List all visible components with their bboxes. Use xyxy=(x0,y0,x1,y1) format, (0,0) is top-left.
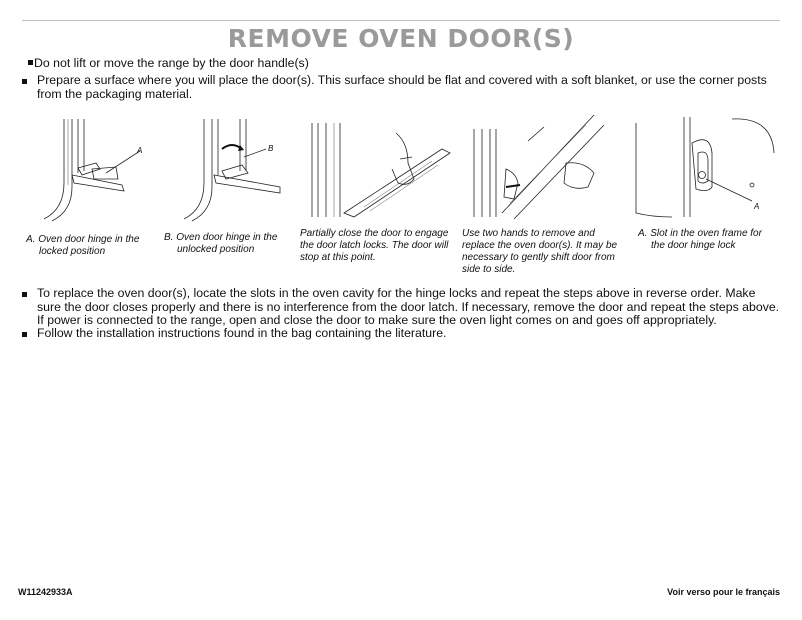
caption-line: locked position xyxy=(39,246,106,257)
figure-1-caption xyxy=(26,234,139,258)
callout-a: A xyxy=(137,146,143,155)
caption-line: Partially close the door to engage xyxy=(300,228,449,239)
callout-a: A xyxy=(754,202,760,211)
figure-2-caption xyxy=(164,232,277,256)
caption-line: B. Oven door hinge in the xyxy=(164,232,278,243)
caption-line: Use two hands to remove and xyxy=(462,228,595,239)
page-title: REMOVE OVEN DOOR(S) xyxy=(227,24,575,53)
top-rule xyxy=(22,20,780,21)
bullet-text: To replace the oven door(s), locate the slots in the oven cavity for the hinge locks and repeat the steps above in reverse order. Make sure the door closes properly and there is no interference from the door latch. If necessary, remove the door and repeat the steps above. If power is connected to the range, open and close the door to make sure the oven light comes on and goes off appropriately. xyxy=(37,286,780,328)
figure-4-caption xyxy=(462,228,617,276)
oven-door-hinge-unlocked-illustration xyxy=(162,113,292,223)
callout-b: B xyxy=(268,144,274,153)
figure-3-caption xyxy=(300,228,448,264)
french-version-note: Voir verso pour le français xyxy=(667,587,780,597)
caption-line: the door latch locks. The door will xyxy=(300,240,449,251)
oven-door-hinge-locked-illustration xyxy=(22,113,152,223)
bullet-text: Follow the installation instructions found in the bag containing the literature. xyxy=(37,326,447,340)
document-number: W11242933A xyxy=(18,587,73,597)
oven-frame-slot-illustration xyxy=(632,113,780,223)
bullet-text: Do not lift or move the range by the door handle(s) xyxy=(34,56,309,70)
caption-line: the door hinge lock xyxy=(651,240,736,251)
caption-line: side to side. xyxy=(462,264,516,275)
caption-line: necessary to gently shift door from xyxy=(462,252,615,263)
bullet-square-icon xyxy=(22,292,27,297)
two-hands-remove-door-illustration xyxy=(466,113,616,223)
bullet-text: Prepare a surface where you will place the door(s). This surface should be flat and covered with a soft blanket, or use the corner posts from the packaging material. xyxy=(37,73,767,101)
bullet-square-icon xyxy=(22,332,27,337)
caption-line: replace the oven door(s). It may be xyxy=(462,240,618,251)
caption-line: A. Slot in the oven frame for xyxy=(638,228,762,239)
bullet-square-icon xyxy=(28,60,33,65)
partially-close-door-illustration xyxy=(304,113,454,223)
caption-line: A. Oven door hinge in the xyxy=(26,234,140,245)
caption-line: stop at this point. xyxy=(300,252,376,263)
bullet-square-icon xyxy=(22,79,27,84)
figure-5-caption xyxy=(638,228,762,252)
bullet-door-handle-warning xyxy=(28,56,309,70)
caption-line: unlocked position xyxy=(177,244,255,255)
